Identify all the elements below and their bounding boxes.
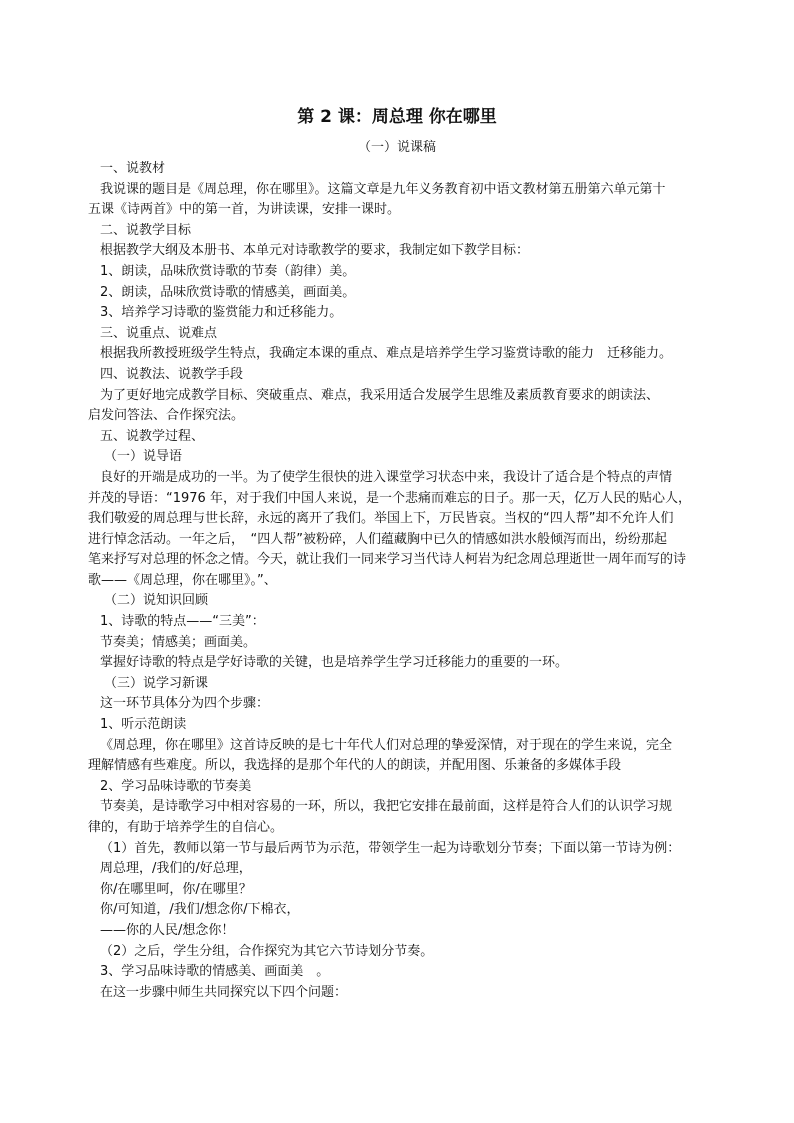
heading-line: 四、说教法、说教学手段 <box>100 366 244 382</box>
paragraph-line: 进行悼念活动。一年之后， “四人帮”被粉碎，人们蕴藏胸中已久的情感如洪水般倾泻而出，纷纷那起 <box>88 531 667 547</box>
list-item: 1、听示范朗读 <box>100 717 187 733</box>
paragraph-line: 我们敬爱的周总理与世长辞，永远的离开了我们。举国上下，万民皆哀。当权的“四人帮”却不允许人们 <box>88 511 674 527</box>
subheading-line: （一）说导语 <box>104 449 183 465</box>
section-subtitle: （一）说课稿 <box>357 140 436 155</box>
paragraph-line: （2）之后，学生分组，合作探究为其它六节诗划分节奏。 <box>100 943 434 959</box>
paragraph-line: 为了更好地完成教学目标、突破重点、难点，我采用适合发展学生思维及素质教育要求的朗读法、 <box>100 387 660 403</box>
paragraph-line: （1）首先，教师以第一节与最后两节为示范，带领学生一起为诗歌划分节奏；下面以第一节诗为例： <box>100 840 681 856</box>
subheading-line: （二）说知识回顾 <box>104 593 209 609</box>
list-item: 1、朗读，品味欣赏诗歌的节奏（韵律）美。 <box>100 263 356 279</box>
poem-line: 你/在哪里呵，你/在哪里？ <box>100 881 252 897</box>
list-item: 3、学习品味诗歌的情感美、画面美 。 <box>100 964 330 980</box>
paragraph-line: 节奏美，是诗歌学习中相对容易的一环，所以，我把它安排在最前面，这样是符合人们的认识学习规 <box>100 799 673 815</box>
paragraph-line: 笔来抒写对总理的怀念之情。今天，就让我们一同来学习当代诗人柯岩为纪念周总理逝世一周年而写的诗 <box>88 552 687 568</box>
poem-line: ——你的人民/想念你！ <box>100 922 235 938</box>
poem-line: 你/可知道，/我们/想念你/下棉衣， <box>100 902 300 918</box>
document-body <box>88 159 724 1003</box>
paragraph-line: 律的，有助于培养学生的自信心。 <box>88 820 284 835</box>
paragraph-line: 歌——《周总理，你在哪里》。”、 <box>88 572 277 588</box>
heading-line: 五、说教学过程、 <box>100 428 205 444</box>
paragraph-line: 根据我所教授班级学生特点，我确定本课的重点、难点是培养学生学习鉴赏诗歌的能力 迁移能力。 <box>100 346 673 362</box>
paragraph-line: 在这一步骤中师生共同探究以下四个问题： <box>100 984 348 1000</box>
list-item: 2、朗读，品味欣赏诗歌的情感美，画面美。 <box>100 284 356 300</box>
heading-line: 三、说重点、说难点 <box>100 325 218 341</box>
subheading-line: （三）说学习新课 <box>104 675 209 691</box>
paragraph-line: 节奏美；情感美；画面美。 <box>100 634 257 650</box>
heading-line: 二、说教学目标 <box>100 222 192 238</box>
paragraph-line: 良好的开端是成功的一半。为了使学生很快的进入课堂学习状态中来，我设计了适合是个特点的声情 <box>100 469 673 485</box>
paragraph-line: 并茂的导语：“1976 年，对于我们中国人来说，是一个悲痛而难忘的日子。那一天，亿万人民的贴心人， <box>88 490 691 506</box>
poem-line: 周总理，/我们的/好总理， <box>100 861 252 877</box>
paragraph-line: 启发问答法、合作探究法。 <box>88 408 245 424</box>
list-item: 1、诗歌的特点——“三美”： <box>100 614 265 630</box>
heading-line: 一、说教材 <box>100 161 166 176</box>
paragraph-line: 我说课的题目是《周总理，你在哪里》。这篇文章是九年义务教育初中语文教材第五册第六单元第十 <box>100 181 666 197</box>
paragraph-line: 掌握好诗歌的特点是学好诗歌的关键，也是培养学生学习迁移能力的重要的一环。 <box>100 655 569 671</box>
page-title: 第 2 课：周总理 你在哪里 <box>297 107 497 127</box>
list-item: 3、培养学习诗歌的鉴赏能力和迁移能力。 <box>100 305 343 321</box>
list-item: 2、学习品味诗歌的节奏美 <box>100 778 252 794</box>
paragraph-line: 五课《诗两首》中的第一首，为讲读课，安排一课时。 <box>88 202 401 218</box>
paragraph-line: 这一环节具体分为四个步骤： <box>100 696 270 712</box>
paragraph-line: 根据教学大纲及本册书、本单元对诗歌教学的要求，我制定如下教学目标： <box>100 243 530 259</box>
paragraph-line: 理解情感有些难度。所以，我选择的是那个年代的人的朗读，并配用图、乐兼备的多媒体手段 <box>88 758 622 774</box>
paragraph-line: 《周总理，你在哪里》这首诗反映的是七十年代人们对总理的挚爱深情，对于现在的学生来说，完全 <box>100 737 673 753</box>
